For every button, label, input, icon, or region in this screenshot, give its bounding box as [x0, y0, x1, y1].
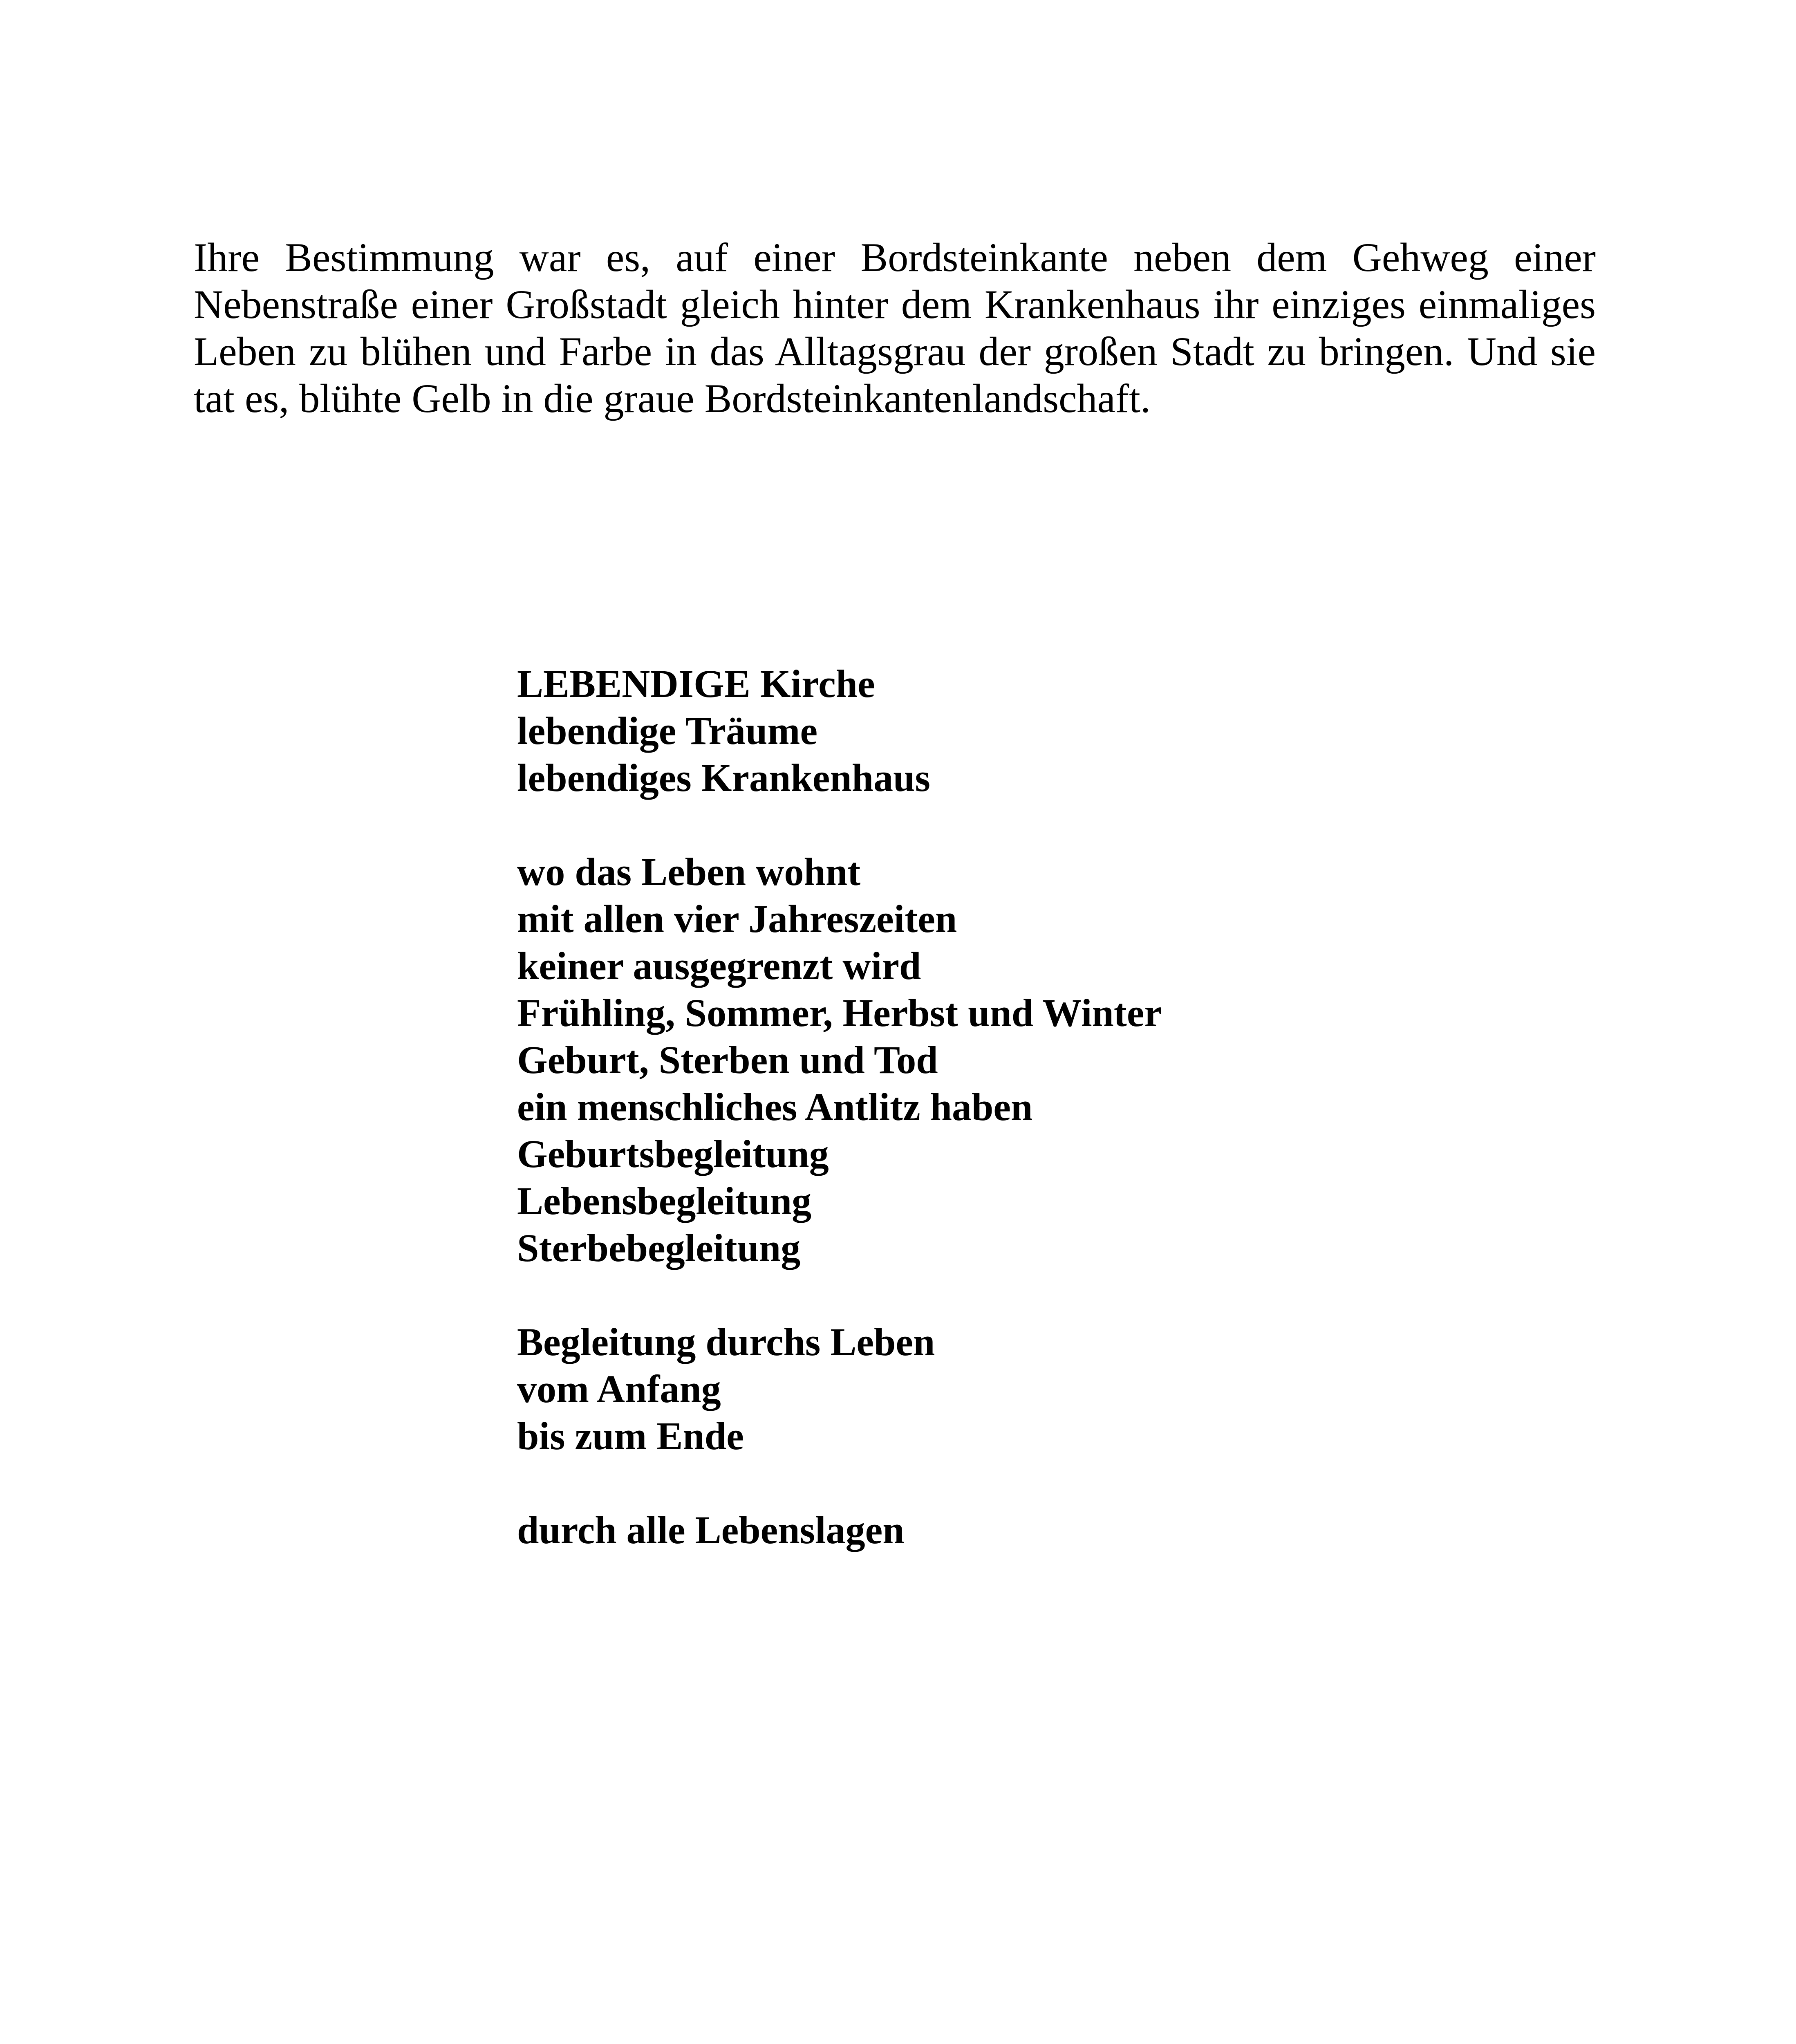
poem-line: lebendige Träume	[517, 709, 818, 753]
poem-line: Begleitung durchs Leben	[517, 1320, 935, 1364]
poem-line: Geburt, Sterben und Tod	[517, 1038, 938, 1082]
poem-line: vom Anfang	[517, 1367, 721, 1411]
poem-line: keiner ausgegrenzt wird	[517, 944, 921, 988]
poem-line: wo das Leben wohnt	[517, 850, 861, 894]
poem-line: durch alle Lebenslagen	[517, 1508, 905, 1552]
poem-line: LEBENDIGE Kirche	[517, 662, 875, 706]
poem-stanza-4	[517, 1506, 1498, 1553]
poem	[517, 660, 1498, 1553]
poem-line: mit allen vier Jahreszeiten	[517, 897, 957, 941]
poem-line: Sterbebegleitung	[517, 1226, 801, 1270]
poem-stanza-1	[517, 660, 1498, 801]
poem-line: lebendiges Krankenhaus	[517, 756, 930, 800]
intro-paragraph: Ihre Bestimmung war es, auf einer Bordsteinkante neben dem Gehweg einer Nebenstraße einer Großstadt gleich hinter dem Krankenhaus ihr einziges einmaliges Leben zu blühen und Farbe in das Alltagsgrau der großen Stadt zu bringen. Und sie tat es, blühte Gelb in die graue Bordsteinkantenlandschaft.	[194, 235, 1596, 421]
poem-line: Lebensbegleitung	[517, 1179, 812, 1223]
poem-line: ein menschliches Antlitz haben	[517, 1085, 1033, 1129]
poem-line: Frühling, Sommer, Herbst und Winter	[517, 991, 1162, 1035]
poem-line: Geburtsbegleitung	[517, 1132, 829, 1176]
poem-stanza-2	[517, 848, 1498, 1271]
poem-stanza-3	[517, 1318, 1498, 1459]
poem-line: bis zum Ende	[517, 1414, 744, 1458]
